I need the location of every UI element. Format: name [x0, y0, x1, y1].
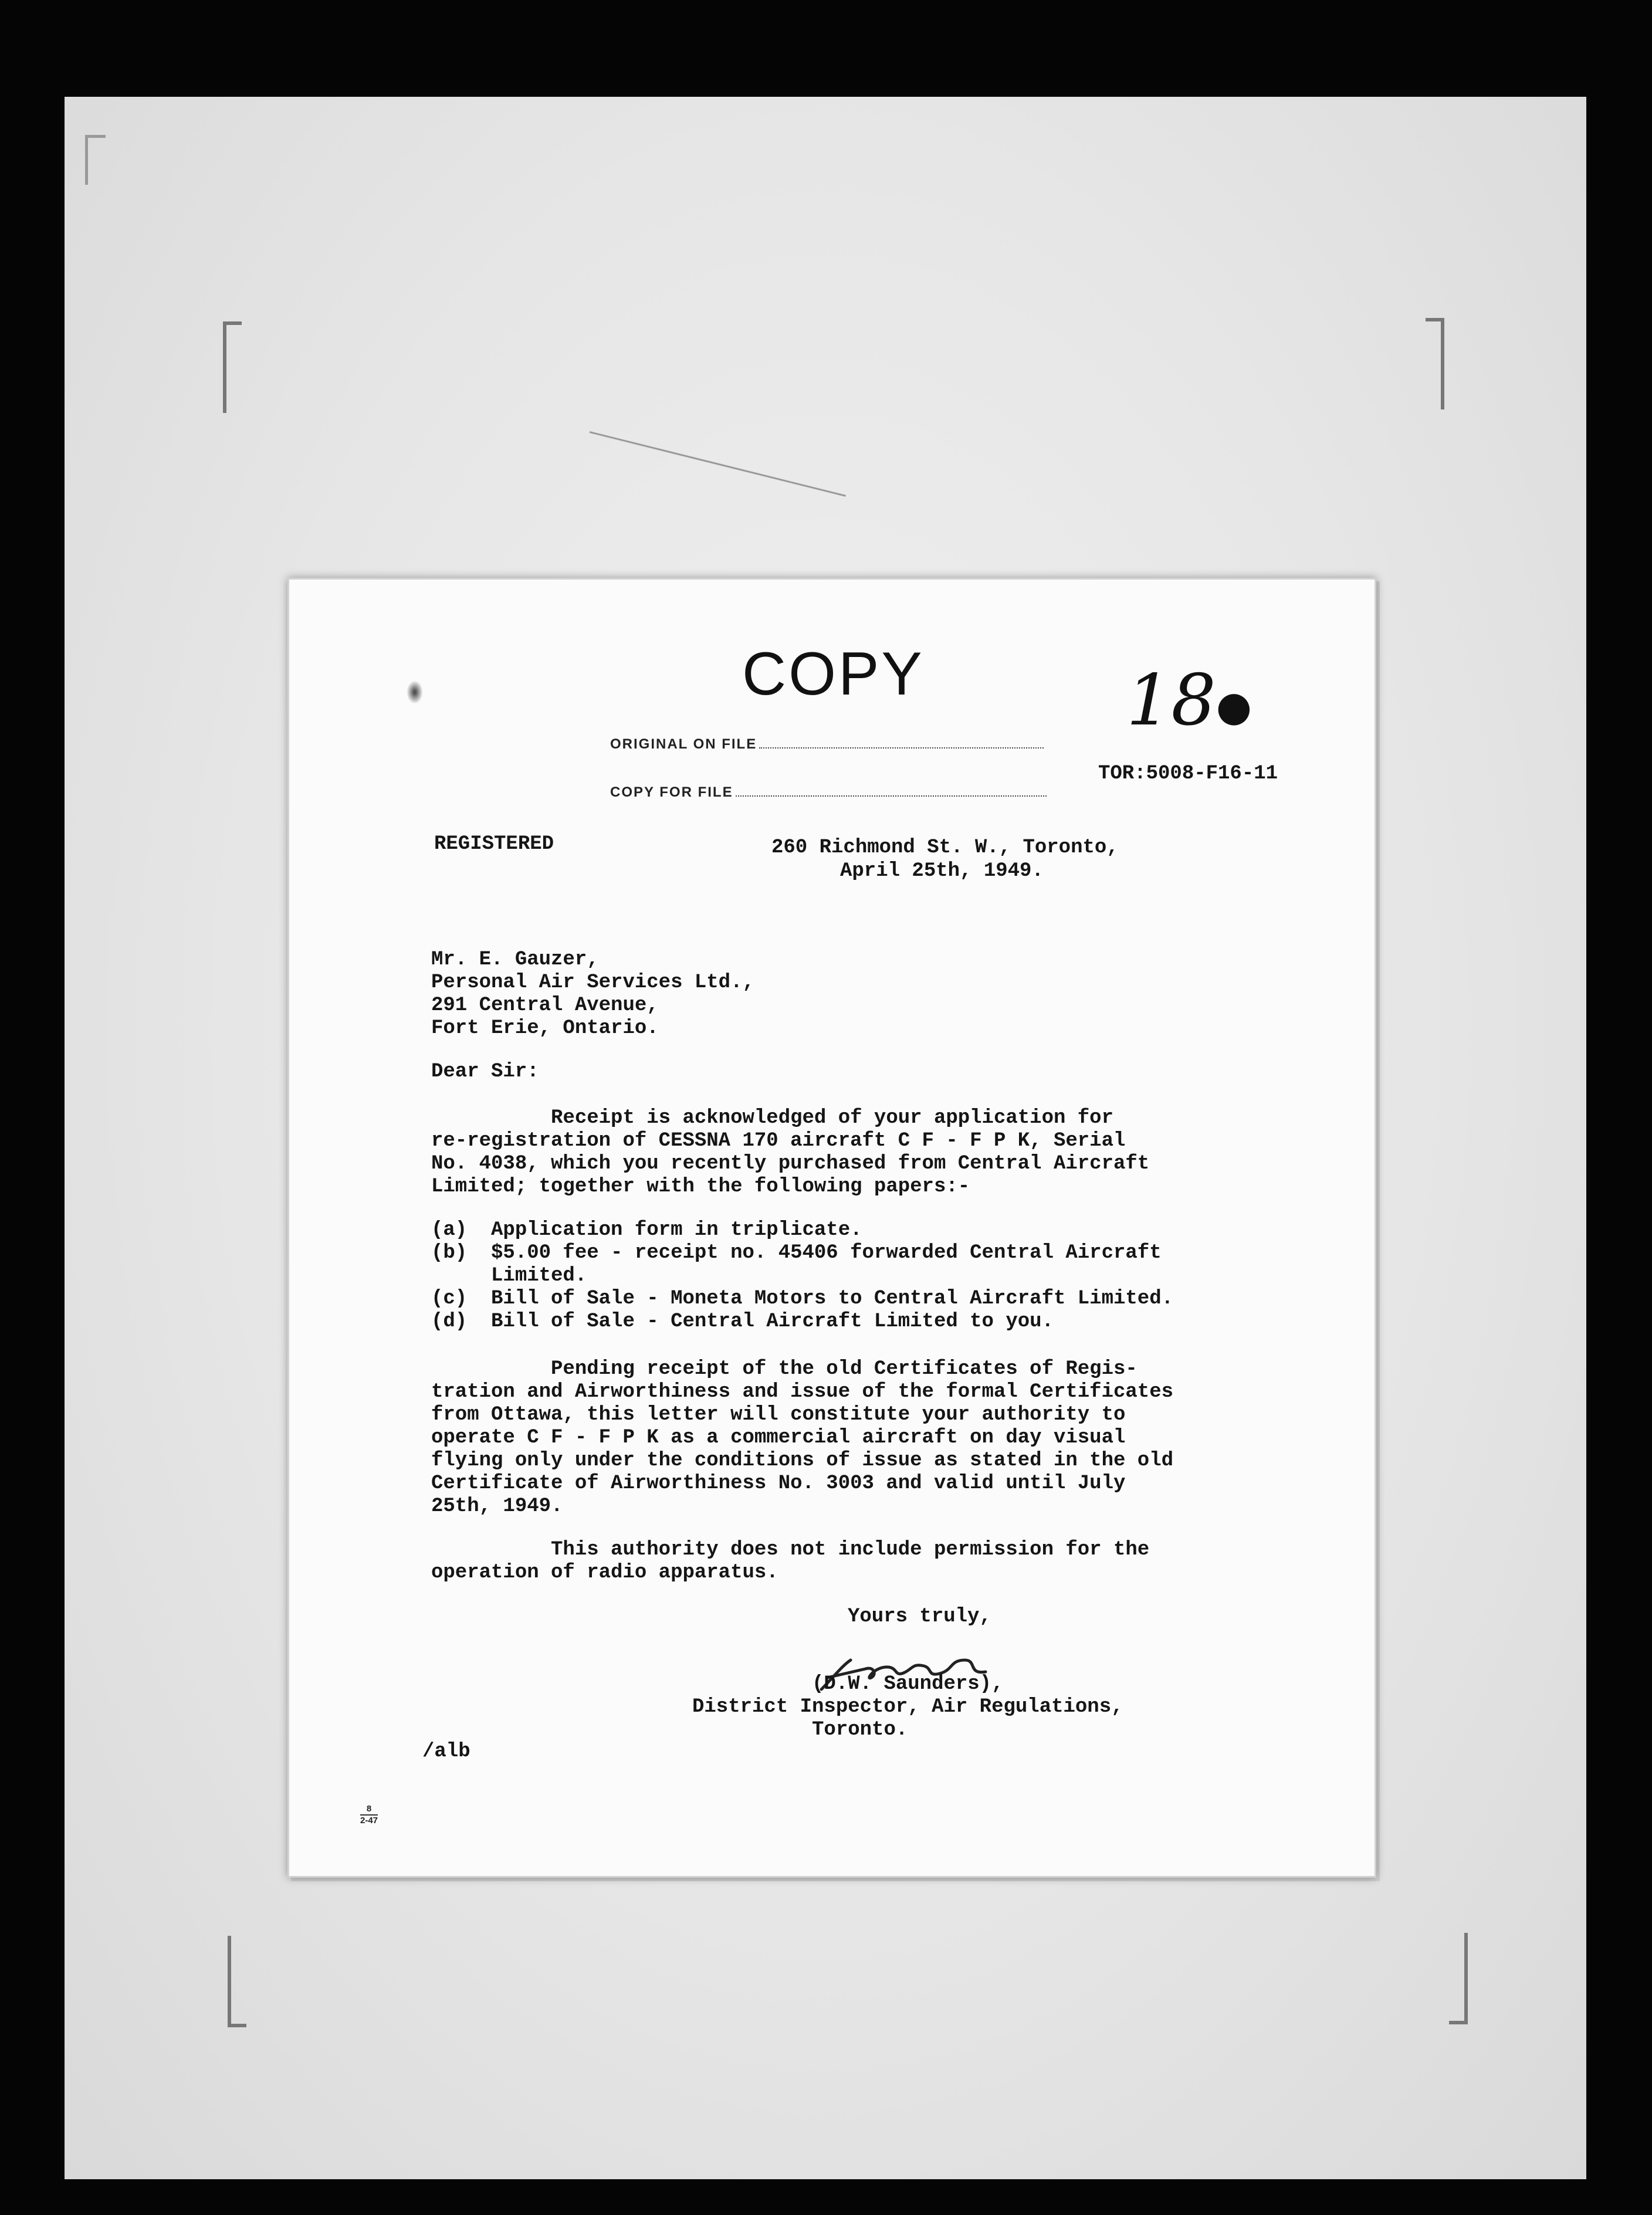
body-line: flying only under the conditions of issue as stated in the old	[431, 1449, 1174, 1472]
typist-initials: /alb	[422, 1740, 470, 1763]
form-number-bottom: 2-47	[360, 1816, 378, 1825]
original-on-file-line	[610, 736, 1044, 753]
original-on-file-label: ORIGINAL ON FILE	[610, 736, 757, 752]
form-number-top: 8	[360, 1804, 378, 1816]
body-line: This authority does not include permission for the	[431, 1539, 1150, 1561]
recipient-line: 291 Central Avenue,	[431, 994, 659, 1017]
sender-address: 260 Richmond St. W., Toronto,	[771, 836, 1119, 859]
copy-for-file-line	[610, 784, 1047, 801]
dotted-rule	[759, 747, 1044, 749]
recipient-line: Mr. E. Gauzer,	[431, 949, 599, 971]
signatory-city: Toronto.	[692, 1719, 908, 1741]
recipient-line: Fort Erie, Ontario.	[431, 1017, 659, 1039]
copy-stamp-title: COPY	[742, 640, 925, 708]
form-number	[360, 1804, 378, 1826]
pending-paragraph	[431, 1358, 1173, 1518]
body-paragraph	[431, 1107, 1149, 1198]
body-line: Receipt is acknowledged of your application for	[431, 1107, 1113, 1129]
dotted-rule	[736, 795, 1047, 797]
crop-mark-bottom-left	[228, 1936, 246, 2027]
list-item: Limited.	[431, 1265, 587, 1287]
body-line: Pending receipt of the old Certificates of Regis-	[431, 1358, 1138, 1380]
signature-block	[692, 1673, 1123, 1742]
copy-for-file-label: COPY FOR FILE	[610, 784, 733, 800]
list-item: (d) Bill of Sale - Central Aircraft Limited to you.	[431, 1310, 1054, 1333]
salutation: Dear Sir:	[431, 1061, 539, 1083]
crop-mark-bottom-right	[1449, 1933, 1468, 2024]
body-line: Limited; together with the following papers:-	[431, 1176, 970, 1198]
registered-label: REGISTERED	[434, 833, 554, 855]
frame-corner-mark	[85, 135, 106, 185]
body-line: from Ottawa, this letter will constitute your authority to	[431, 1404, 1126, 1426]
list-item: (c) Bill of Sale - Moneta Motors to Central Aircraft Limited.	[431, 1288, 1174, 1310]
authority-paragraph	[431, 1539, 1149, 1584]
enclosure-list	[431, 1219, 1173, 1333]
body-line: operate C F - F P K as a commercial aircraft on day visual	[431, 1427, 1126, 1449]
body-line: re-registration of CESSNA 170 aircraft C F - F P K, Serial	[431, 1130, 1126, 1152]
signatory-name: (D.W. Saunders),	[692, 1673, 1004, 1695]
signatory-title: District Inspector, Air Regulations,	[692, 1696, 1123, 1718]
ink-smudge	[407, 680, 423, 704]
closing: Yours truly,	[848, 1606, 991, 1628]
body-line: tration and Airworthiness and issue of the formal Certificates	[431, 1381, 1174, 1403]
recipient-block	[431, 949, 754, 1040]
letter-date: April 25th, 1949.	[840, 860, 1044, 882]
body-line: No. 4038, which you recently purchased from Central Aircraft	[431, 1153, 1150, 1175]
crop-mark-top-right	[1426, 318, 1444, 409]
list-item: (b) $5.00 fee - receipt no. 45406 forwarded Central Aircraft	[431, 1242, 1162, 1264]
body-line: operation of radio apparatus.	[431, 1562, 778, 1584]
recipient-line: Personal Air Services Ltd.,	[431, 971, 754, 994]
crop-mark-top-left	[223, 321, 242, 413]
handwritten-page-number: 18●	[1126, 660, 1252, 741]
list-item: (a) Application form in triplicate.	[431, 1219, 862, 1241]
body-line: Certificate of Airworthiness No. 3003 and valid until July	[431, 1472, 1126, 1495]
file-reference: TOR:5008-F16-11	[1098, 763, 1278, 785]
body-line: 25th, 1949.	[431, 1495, 563, 1518]
